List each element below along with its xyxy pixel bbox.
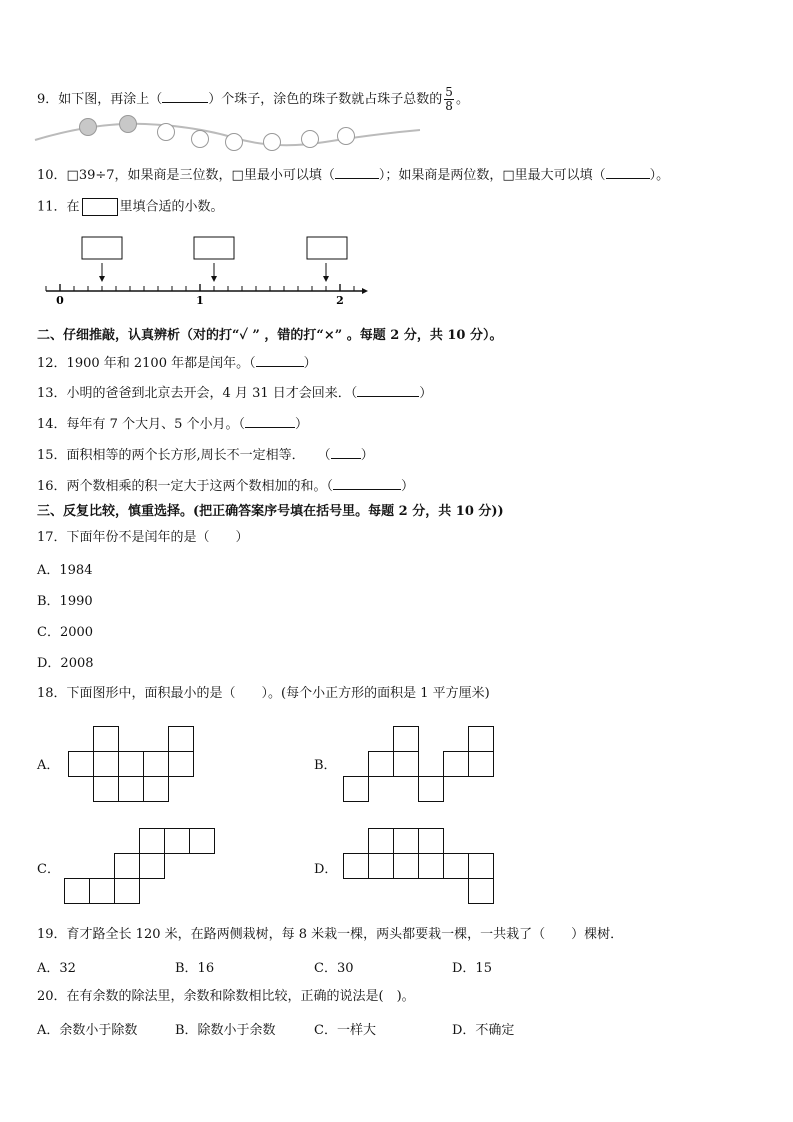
grid-square bbox=[119, 752, 144, 777]
q19-option-c[interactable]: C．30 bbox=[314, 961, 354, 976]
q13-text: 13．小明的爸爸到北京去开会，4 月 31 日才会回来．（ bbox=[37, 386, 358, 401]
grid-square bbox=[394, 752, 419, 777]
q13-blank[interactable] bbox=[357, 384, 419, 397]
grid-square bbox=[169, 727, 194, 752]
bead-unshaded bbox=[338, 128, 355, 145]
q9-answer-blank[interactable] bbox=[162, 90, 208, 103]
q11-inline-box bbox=[82, 198, 118, 216]
grid-square bbox=[369, 752, 394, 777]
grid-square bbox=[140, 854, 165, 879]
question-15 bbox=[37, 446, 374, 465]
question-19: 19．育才路全长 120 米，在路两侧栽树，每 8 米栽一棵，两头都要栽一棵，一共栽了（ ）棵树． bbox=[37, 927, 624, 942]
question-14 bbox=[37, 415, 308, 434]
section-3-heading: 三、反复比较，慎重选择。(把正确答案序号填在括号里。每题 2 分，共 10 分)) bbox=[37, 504, 504, 519]
q12-blank[interactable] bbox=[256, 354, 304, 367]
q15-text: 15．面积相等的两个长方形,周长不一定相等． （ bbox=[37, 448, 331, 463]
number-line-answer-box bbox=[194, 237, 234, 259]
grid-square bbox=[165, 829, 190, 854]
grid-square bbox=[419, 854, 444, 879]
grid-square bbox=[119, 777, 144, 802]
q19-option-d[interactable]: D．15 bbox=[452, 961, 492, 976]
q18-label-d[interactable]: D． bbox=[314, 862, 338, 877]
q10-blank-1[interactable] bbox=[335, 166, 379, 179]
q10-text-1: 10．□39÷7，如果商是三位数，□里最小可以填（ bbox=[37, 168, 335, 183]
number-line-answer-box bbox=[82, 237, 122, 259]
q20-option-c[interactable]: C．一样大 bbox=[314, 1023, 376, 1038]
grid-square bbox=[469, 879, 494, 904]
question-17: 17．下面年份不是闰年的是（ ） bbox=[37, 530, 249, 545]
q12-end: ） bbox=[303, 356, 317, 371]
bead-shaded bbox=[80, 119, 97, 136]
grid-square bbox=[90, 879, 115, 904]
grid-square bbox=[94, 777, 119, 802]
q9-suffix: ）个珠子，涂色的珠子数就占珠子总数的 bbox=[208, 92, 443, 107]
bead-unshaded bbox=[226, 134, 243, 151]
question-10 bbox=[37, 166, 669, 185]
grid-square bbox=[169, 752, 194, 777]
q20-option-d[interactable]: D．不确定 bbox=[452, 1023, 515, 1038]
q14-blank[interactable] bbox=[245, 415, 295, 428]
question-20: 20．在有余数的除法里，余数和除数相比较，正确的说法是( )。 bbox=[37, 989, 415, 1004]
q17-option-b[interactable]: B．1990 bbox=[37, 594, 93, 609]
grid-square bbox=[394, 829, 419, 854]
question-11 bbox=[37, 198, 224, 217]
grid-square bbox=[469, 752, 494, 777]
tick-label-2: 2 bbox=[336, 294, 344, 307]
q11-prefix: 11．在 bbox=[37, 199, 80, 215]
q19-option-a[interactable]: A．32 bbox=[37, 961, 76, 976]
q9-end: 。 bbox=[455, 92, 469, 107]
number-line-figure bbox=[40, 232, 370, 312]
down-arrow-icon bbox=[323, 276, 329, 282]
question-9 bbox=[37, 86, 469, 113]
q9-frac-numerator: 5 bbox=[445, 85, 453, 99]
number-line-answer-box bbox=[307, 237, 347, 259]
q18-label-b[interactable]: B． bbox=[314, 758, 337, 773]
q10-text-3: ）。 bbox=[649, 168, 670, 183]
number-line-arrow-icon bbox=[362, 288, 368, 294]
q18-shape-d bbox=[343, 828, 503, 908]
q10-blank-2[interactable] bbox=[606, 166, 650, 179]
tick-label-0: 0 bbox=[56, 294, 64, 307]
bead-string-figure bbox=[35, 114, 435, 154]
q19-option-b[interactable]: B．16 bbox=[175, 961, 215, 976]
grid-square bbox=[94, 727, 119, 752]
grid-square bbox=[469, 854, 494, 879]
grid-square bbox=[444, 752, 469, 777]
grid-square bbox=[115, 854, 140, 879]
q16-end: ） bbox=[401, 479, 415, 494]
q9-prefix: 9．如下图，再涂上（ bbox=[37, 92, 163, 107]
section-2-heading: 二、仔细推敲，认真辨析（对的打“✓ ” ，错的打“×” 。每题 2 分，共 10 分）。 bbox=[37, 328, 503, 343]
q14-text: 14．每年有 7 个大月、5 个小月。（ bbox=[37, 417, 245, 432]
q14-end: ） bbox=[294, 417, 308, 432]
grid-square bbox=[369, 854, 394, 879]
q18-shape-b bbox=[343, 726, 503, 806]
question-12 bbox=[37, 354, 317, 373]
q20-option-a[interactable]: A．余数小于除数 bbox=[37, 1023, 138, 1038]
q16-text: 16．两个数相乘的积一定大于这两个数相加的和。（ bbox=[37, 479, 334, 494]
grid-square bbox=[144, 752, 169, 777]
grid-square bbox=[94, 752, 119, 777]
q18-shape-a bbox=[68, 726, 208, 806]
grid-square bbox=[419, 829, 444, 854]
q9-fraction bbox=[444, 86, 454, 113]
grid-square bbox=[469, 727, 494, 752]
bead-unshaded bbox=[192, 131, 209, 148]
grid-square bbox=[419, 777, 444, 802]
grid-square bbox=[444, 854, 469, 879]
bead-unshaded bbox=[158, 124, 175, 141]
q17-option-d[interactable]: D．2008 bbox=[37, 656, 94, 671]
grid-square bbox=[69, 752, 94, 777]
q18-shape-c bbox=[64, 828, 224, 908]
q15-blank[interactable] bbox=[331, 446, 361, 459]
q9-frac-denominator: 8 bbox=[445, 99, 453, 113]
grid-square bbox=[394, 727, 419, 752]
q17-option-a[interactable]: A．1984 bbox=[37, 563, 93, 578]
bead-unshaded bbox=[264, 134, 281, 151]
q15-end: ） bbox=[360, 448, 374, 463]
q17-option-c[interactable]: C．2000 bbox=[37, 625, 94, 640]
grid-square bbox=[190, 829, 215, 854]
down-arrow-icon bbox=[99, 276, 105, 282]
grid-square bbox=[369, 829, 394, 854]
tick-label-1: 1 bbox=[196, 294, 204, 307]
q18-label-c[interactable]: C． bbox=[37, 862, 60, 877]
grid-square bbox=[144, 777, 169, 802]
grid-square bbox=[344, 854, 369, 879]
grid-square bbox=[344, 777, 369, 802]
q12-text: 12．1900 年和 2100 年都是闰年。（ bbox=[37, 356, 256, 371]
grid-square bbox=[140, 829, 165, 854]
grid-square bbox=[65, 879, 90, 904]
q16-blank[interactable] bbox=[333, 477, 401, 490]
bead-unshaded bbox=[302, 131, 319, 148]
q20-option-b[interactable]: B．除数小于余数 bbox=[175, 1023, 276, 1038]
bead-shaded bbox=[120, 116, 137, 133]
question-13 bbox=[37, 384, 432, 403]
question-16 bbox=[37, 477, 414, 496]
q13-end: ） bbox=[419, 386, 433, 401]
question-18: 18．下面图形中，面积最小的是（ ）。(每个小正方形的面积是 1 平方厘米) bbox=[37, 686, 490, 701]
down-arrow-icon bbox=[211, 276, 217, 282]
q18-label-a[interactable]: A． bbox=[37, 758, 60, 773]
q11-suffix: 里填合适的小数。 bbox=[119, 199, 224, 215]
grid-square bbox=[394, 854, 419, 879]
q10-text-2: ）；如果商是两位数，□里最大可以填（ bbox=[378, 168, 606, 183]
grid-square bbox=[115, 879, 140, 904]
